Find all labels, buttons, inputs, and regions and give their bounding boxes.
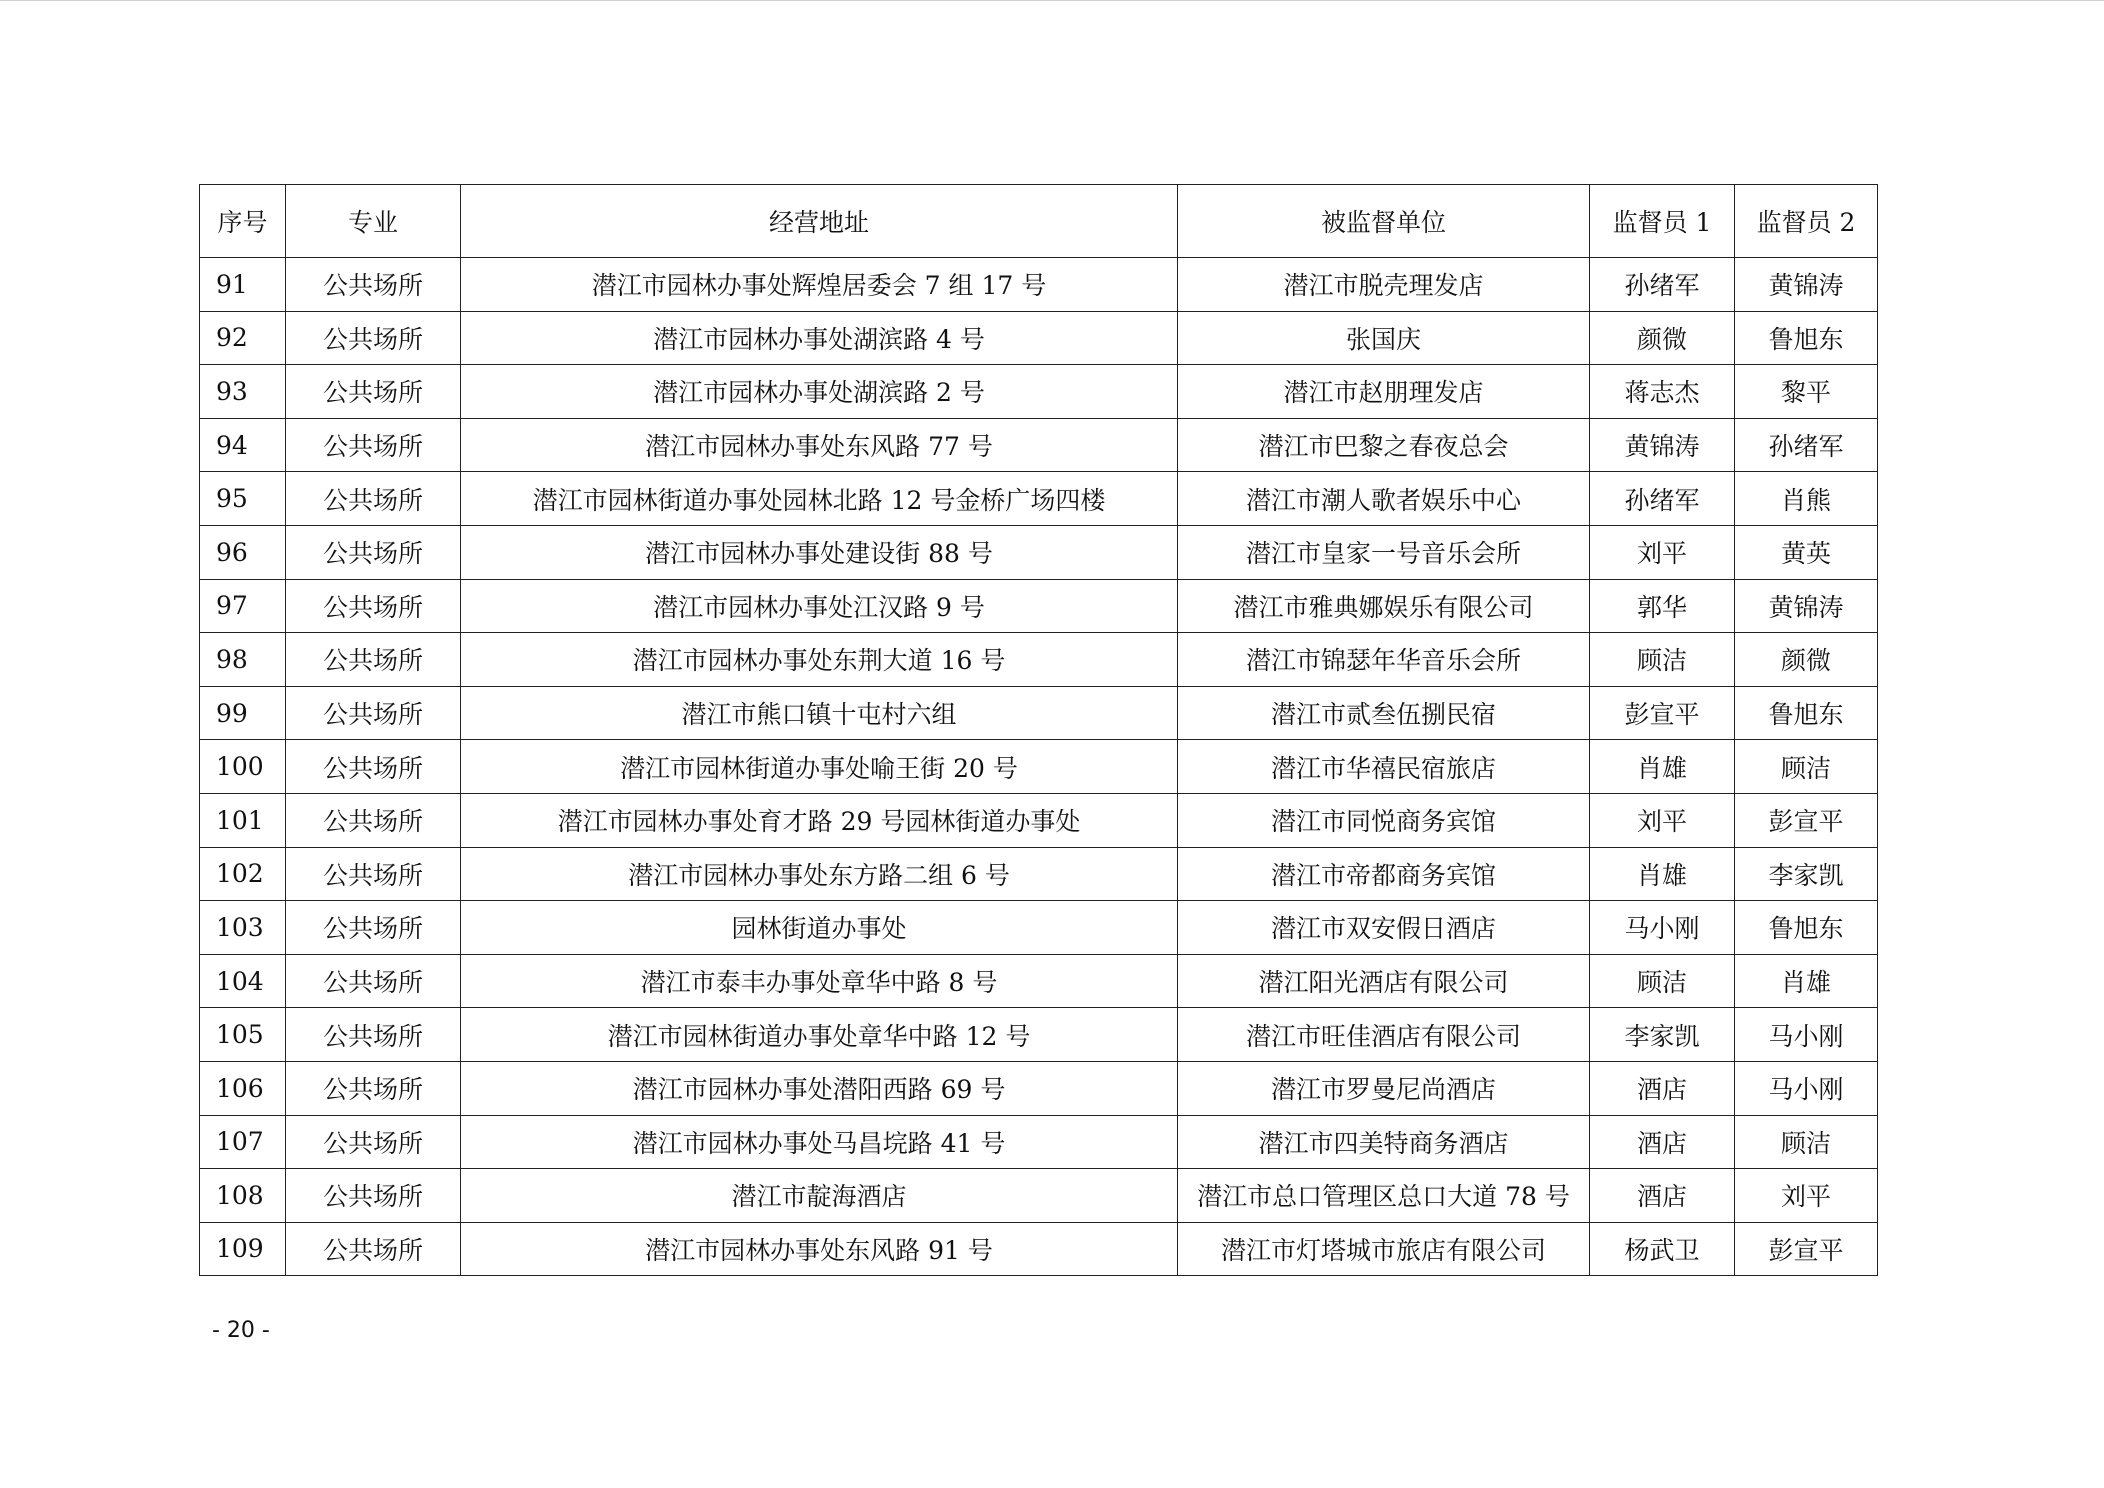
cell-unit: 潜江市总口管理区总口大道 78 号 (1178, 1169, 1590, 1223)
cell-specialty: 公共场所 (286, 258, 461, 312)
cell-specialty: 公共场所 (286, 365, 461, 419)
cell-index: 108 (200, 1169, 286, 1223)
page-top-rule (0, 0, 2104, 1)
cell-supervisor-1: 颜微 (1590, 311, 1735, 365)
table-row (200, 901, 1878, 955)
cell-supervisor-1: 杨武卫 (1590, 1222, 1735, 1276)
cell-specialty: 公共场所 (286, 1222, 461, 1276)
cell-address: 潜江市靛海酒店 (461, 1169, 1178, 1223)
cell-supervisor-1: 刘平 (1590, 793, 1735, 847)
cell-supervisor-2: 黄锦涛 (1735, 258, 1878, 312)
header-supervisor-2: 监督员 2 (1735, 185, 1878, 258)
cell-unit: 潜江市华禧民宿旅店 (1178, 740, 1590, 794)
cell-supervisor-1: 酒店 (1590, 1115, 1735, 1169)
header-unit: 被监督单位 (1178, 185, 1590, 258)
cell-supervisor-2: 黄锦涛 (1735, 579, 1878, 633)
cell-unit: 张国庆 (1178, 311, 1590, 365)
cell-supervisor-1: 顾洁 (1590, 954, 1735, 1008)
cell-index: 104 (200, 954, 286, 1008)
cell-specialty: 公共场所 (286, 1115, 461, 1169)
cell-specialty: 公共场所 (286, 954, 461, 1008)
cell-address: 潜江市园林办事处东风路 91 号 (461, 1222, 1178, 1276)
cell-index: 107 (200, 1115, 286, 1169)
cell-index: 102 (200, 847, 286, 901)
cell-supervisor-1: 李家凯 (1590, 1008, 1735, 1062)
cell-unit: 潜江市帝都商务宾馆 (1178, 847, 1590, 901)
table-row (200, 847, 1878, 901)
cell-supervisor-2: 马小刚 (1735, 1061, 1878, 1115)
cell-address: 潜江市园林办事处江汉路 9 号 (461, 579, 1178, 633)
table-row (200, 1008, 1878, 1062)
cell-index: 94 (200, 418, 286, 472)
table-row (200, 579, 1878, 633)
cell-specialty: 公共场所 (286, 311, 461, 365)
table-row (200, 311, 1878, 365)
cell-supervisor-2: 马小刚 (1735, 1008, 1878, 1062)
cell-index: 103 (200, 901, 286, 955)
cell-index: 93 (200, 365, 286, 419)
cell-supervisor-2: 孙绪军 (1735, 418, 1878, 472)
cell-unit: 潜江市灯塔城市旅店有限公司 (1178, 1222, 1590, 1276)
cell-unit: 潜江市罗曼尼尚酒店 (1178, 1061, 1590, 1115)
cell-index: 97 (200, 579, 286, 633)
cell-unit: 潜江市赵朋理发店 (1178, 365, 1590, 419)
cell-specialty: 公共场所 (286, 1169, 461, 1223)
cell-supervisor-1: 肖雄 (1590, 740, 1735, 794)
cell-index: 98 (200, 633, 286, 687)
cell-index: 109 (200, 1222, 286, 1276)
cell-specialty: 公共场所 (286, 740, 461, 794)
cell-supervisor-1: 酒店 (1590, 1061, 1735, 1115)
table-row (200, 418, 1878, 472)
table-row (200, 258, 1878, 312)
cell-supervisor-1: 酒店 (1590, 1169, 1735, 1223)
cell-index: 101 (200, 793, 286, 847)
table-row (200, 740, 1878, 794)
table-row (200, 1115, 1878, 1169)
cell-address: 潜江市园林办事处东荆大道 16 号 (461, 633, 1178, 687)
cell-unit: 潜江市皇家一号音乐会所 (1178, 525, 1590, 579)
cell-supervisor-1: 刘平 (1590, 525, 1735, 579)
cell-address: 潜江市园林办事处辉煌居委会 7 组 17 号 (461, 258, 1178, 312)
cell-unit: 潜江市脱壳理发店 (1178, 258, 1590, 312)
cell-supervisor-1: 黄锦涛 (1590, 418, 1735, 472)
cell-supervisor-1: 孙绪军 (1590, 472, 1735, 526)
cell-supervisor-1: 彭宣平 (1590, 686, 1735, 740)
cell-index: 105 (200, 1008, 286, 1062)
table-body (200, 258, 1878, 1276)
table-row (200, 1169, 1878, 1223)
cell-supervisor-2: 鲁旭东 (1735, 686, 1878, 740)
cell-specialty: 公共场所 (286, 1061, 461, 1115)
cell-address: 潜江市园林街道办事处喻王街 20 号 (461, 740, 1178, 794)
header-supervisor-1: 监督员 1 (1590, 185, 1735, 258)
supervision-table (199, 184, 1878, 1276)
cell-supervisor-2: 黄英 (1735, 525, 1878, 579)
table-row (200, 365, 1878, 419)
cell-address: 潜江市园林街道办事处园林北路 12 号金桥广场四楼 (461, 472, 1178, 526)
cell-index: 92 (200, 311, 286, 365)
cell-supervisor-2: 肖雄 (1735, 954, 1878, 1008)
table-header-row (200, 185, 1878, 258)
table-row (200, 633, 1878, 687)
cell-supervisor-2: 顾洁 (1735, 1115, 1878, 1169)
header-specialty: 专业 (286, 185, 461, 258)
cell-unit: 潜江市巴黎之春夜总会 (1178, 418, 1590, 472)
cell-supervisor-2: 刘平 (1735, 1169, 1878, 1223)
cell-supervisor-2: 肖熊 (1735, 472, 1878, 526)
cell-specialty: 公共场所 (286, 579, 461, 633)
cell-address: 潜江市熊口镇十屯村六组 (461, 686, 1178, 740)
cell-supervisor-1: 顾洁 (1590, 633, 1735, 687)
cell-address: 潜江市园林办事处马昌垸路 41 号 (461, 1115, 1178, 1169)
cell-index: 106 (200, 1061, 286, 1115)
cell-address: 潜江市泰丰办事处章华中路 8 号 (461, 954, 1178, 1008)
cell-index: 100 (200, 740, 286, 794)
cell-unit: 潜江阳光酒店有限公司 (1178, 954, 1590, 1008)
cell-specialty: 公共场所 (286, 472, 461, 526)
cell-unit: 潜江市潮人歌者娱乐中心 (1178, 472, 1590, 526)
cell-address: 潜江市园林办事处潜阳西路 69 号 (461, 1061, 1178, 1115)
cell-address: 潜江市园林街道办事处章华中路 12 号 (461, 1008, 1178, 1062)
cell-index: 95 (200, 472, 286, 526)
cell-index: 99 (200, 686, 286, 740)
table-row (200, 472, 1878, 526)
cell-address: 潜江市园林办事处育才路 29 号园林街道办事处 (461, 793, 1178, 847)
table-row (200, 525, 1878, 579)
cell-index: 91 (200, 258, 286, 312)
cell-supervisor-2: 李家凯 (1735, 847, 1878, 901)
table-row (200, 793, 1878, 847)
cell-unit: 潜江市雅典娜娱乐有限公司 (1178, 579, 1590, 633)
cell-specialty: 公共场所 (286, 793, 461, 847)
cell-unit: 潜江市旺佳酒店有限公司 (1178, 1008, 1590, 1062)
cell-supervisor-2: 鲁旭东 (1735, 901, 1878, 955)
cell-supervisor-2: 彭宣平 (1735, 793, 1878, 847)
cell-supervisor-1: 郭华 (1590, 579, 1735, 633)
cell-specialty: 公共场所 (286, 1008, 461, 1062)
cell-supervisor-1: 蒋志杰 (1590, 365, 1735, 419)
cell-specialty: 公共场所 (286, 847, 461, 901)
table-row (200, 954, 1878, 1008)
table-row (200, 1222, 1878, 1276)
cell-unit: 潜江市四美特商务酒店 (1178, 1115, 1590, 1169)
cell-address: 潜江市园林办事处建设街 88 号 (461, 525, 1178, 579)
cell-supervisor-1: 肖雄 (1590, 847, 1735, 901)
cell-unit: 潜江市贰叁伍捌民宿 (1178, 686, 1590, 740)
cell-supervisor-2: 颜微 (1735, 633, 1878, 687)
table-row (200, 1061, 1878, 1115)
page-number: - 20 - (212, 1318, 270, 1343)
cell-supervisor-1: 孙绪军 (1590, 258, 1735, 312)
cell-address: 潜江市园林办事处湖滨路 2 号 (461, 365, 1178, 419)
cell-unit: 潜江市锦瑟年华音乐会所 (1178, 633, 1590, 687)
cell-specialty: 公共场所 (286, 633, 461, 687)
header-address: 经营地址 (461, 185, 1178, 258)
cell-unit: 潜江市同悦商务宾馆 (1178, 793, 1590, 847)
cell-address: 潜江市园林办事处东方路二组 6 号 (461, 847, 1178, 901)
cell-address: 潜江市园林办事处东风路 77 号 (461, 418, 1178, 472)
cell-supervisor-2: 黎平 (1735, 365, 1878, 419)
cell-address: 潜江市园林办事处湖滨路 4 号 (461, 311, 1178, 365)
cell-supervisor-2: 彭宣平 (1735, 1222, 1878, 1276)
cell-unit: 潜江市双安假日酒店 (1178, 901, 1590, 955)
header-index: 序号 (200, 185, 286, 258)
cell-specialty: 公共场所 (286, 901, 461, 955)
cell-index: 96 (200, 525, 286, 579)
cell-specialty: 公共场所 (286, 525, 461, 579)
cell-specialty: 公共场所 (286, 686, 461, 740)
cell-address: 园林街道办事处 (461, 901, 1178, 955)
cell-supervisor-1: 马小刚 (1590, 901, 1735, 955)
cell-supervisor-2: 顾洁 (1735, 740, 1878, 794)
cell-supervisor-2: 鲁旭东 (1735, 311, 1878, 365)
table-row (200, 686, 1878, 740)
cell-specialty: 公共场所 (286, 418, 461, 472)
